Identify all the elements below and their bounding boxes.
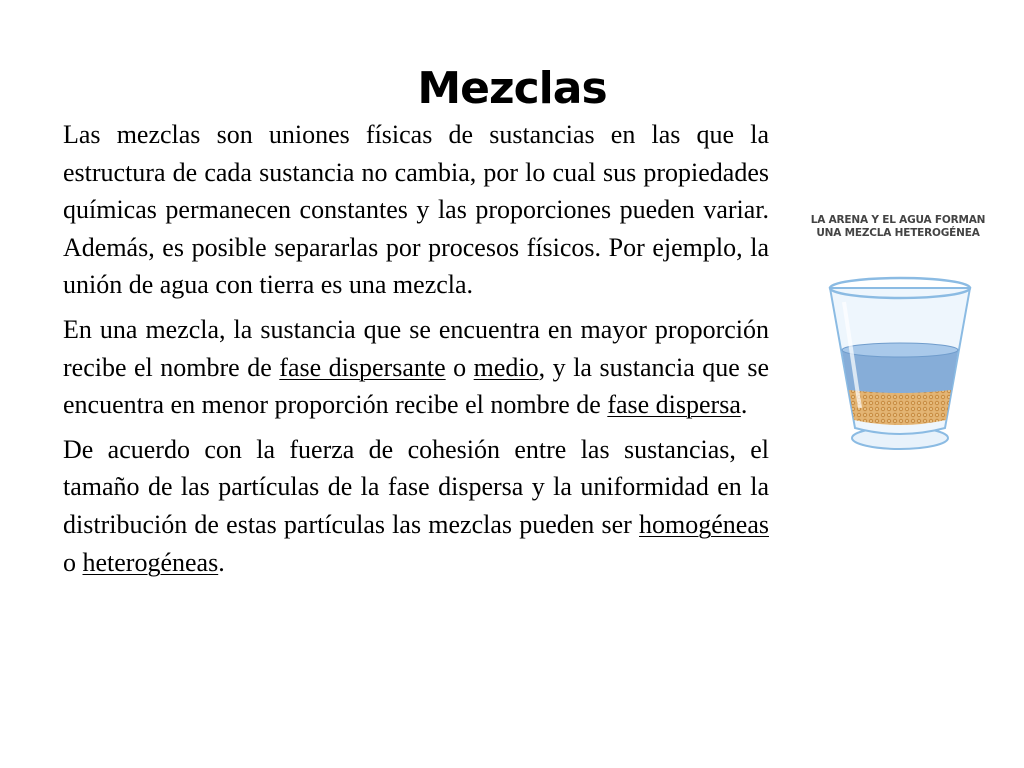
- illustration-caption: [800, 214, 996, 240]
- text-segment: De acuerdo con la fuerza de cohesión entre las sustancias, el tamaño de las partículas de la fase dispersa y la uniformidad en la distribución de estas partículas las mezclas pueden ser: [63, 434, 769, 539]
- text-segment: , y la sustancia que se encuentra en menor proporción recibe el nombre de: [63, 352, 770, 420]
- paragraph-definition: Las mezclas son uniones físicas de sustancias en las que la estructura de cada sustancia no cambia, por lo cual sus propiedades químicas permanecen constantes y las proporciones pueden variar. Además, es posible separarlas por procesos físicos. Por ejemplo, la unión de agua con tierra es una mezcla.: [63, 120, 769, 300]
- text-segment: o: [445, 352, 474, 382]
- text-segment: o: [63, 547, 83, 577]
- term-heterogeneas: heterogéneas: [82, 547, 219, 577]
- term-fase-dispersante: fase dispersante: [279, 352, 446, 382]
- slide-body: [63, 116, 769, 588]
- sand-water-illustration: [800, 210, 996, 460]
- glass-of-sand-and-water-icon: [820, 268, 980, 453]
- text-segment: En una mezcla, la sustancia que se encuentra en mayor proporción recibe el nombre de: [63, 314, 769, 382]
- paragraph-types: [63, 431, 769, 581]
- term-homogeneas: homogéneas: [639, 509, 769, 539]
- term-fase-dispersa: fase dispersa: [607, 390, 741, 420]
- term-medio: medio: [473, 352, 539, 382]
- paragraph-phases: [63, 311, 769, 424]
- text-segment: .: [740, 390, 748, 420]
- caption-line-1: LA ARENA Y EL AGUA FORMAN: [810, 214, 986, 226]
- caption-line-2: UNA MEZCLA HETEROGÉNEA: [816, 227, 980, 239]
- text-segment: .: [218, 547, 225, 577]
- slide-title: Mezclas: [417, 63, 607, 114]
